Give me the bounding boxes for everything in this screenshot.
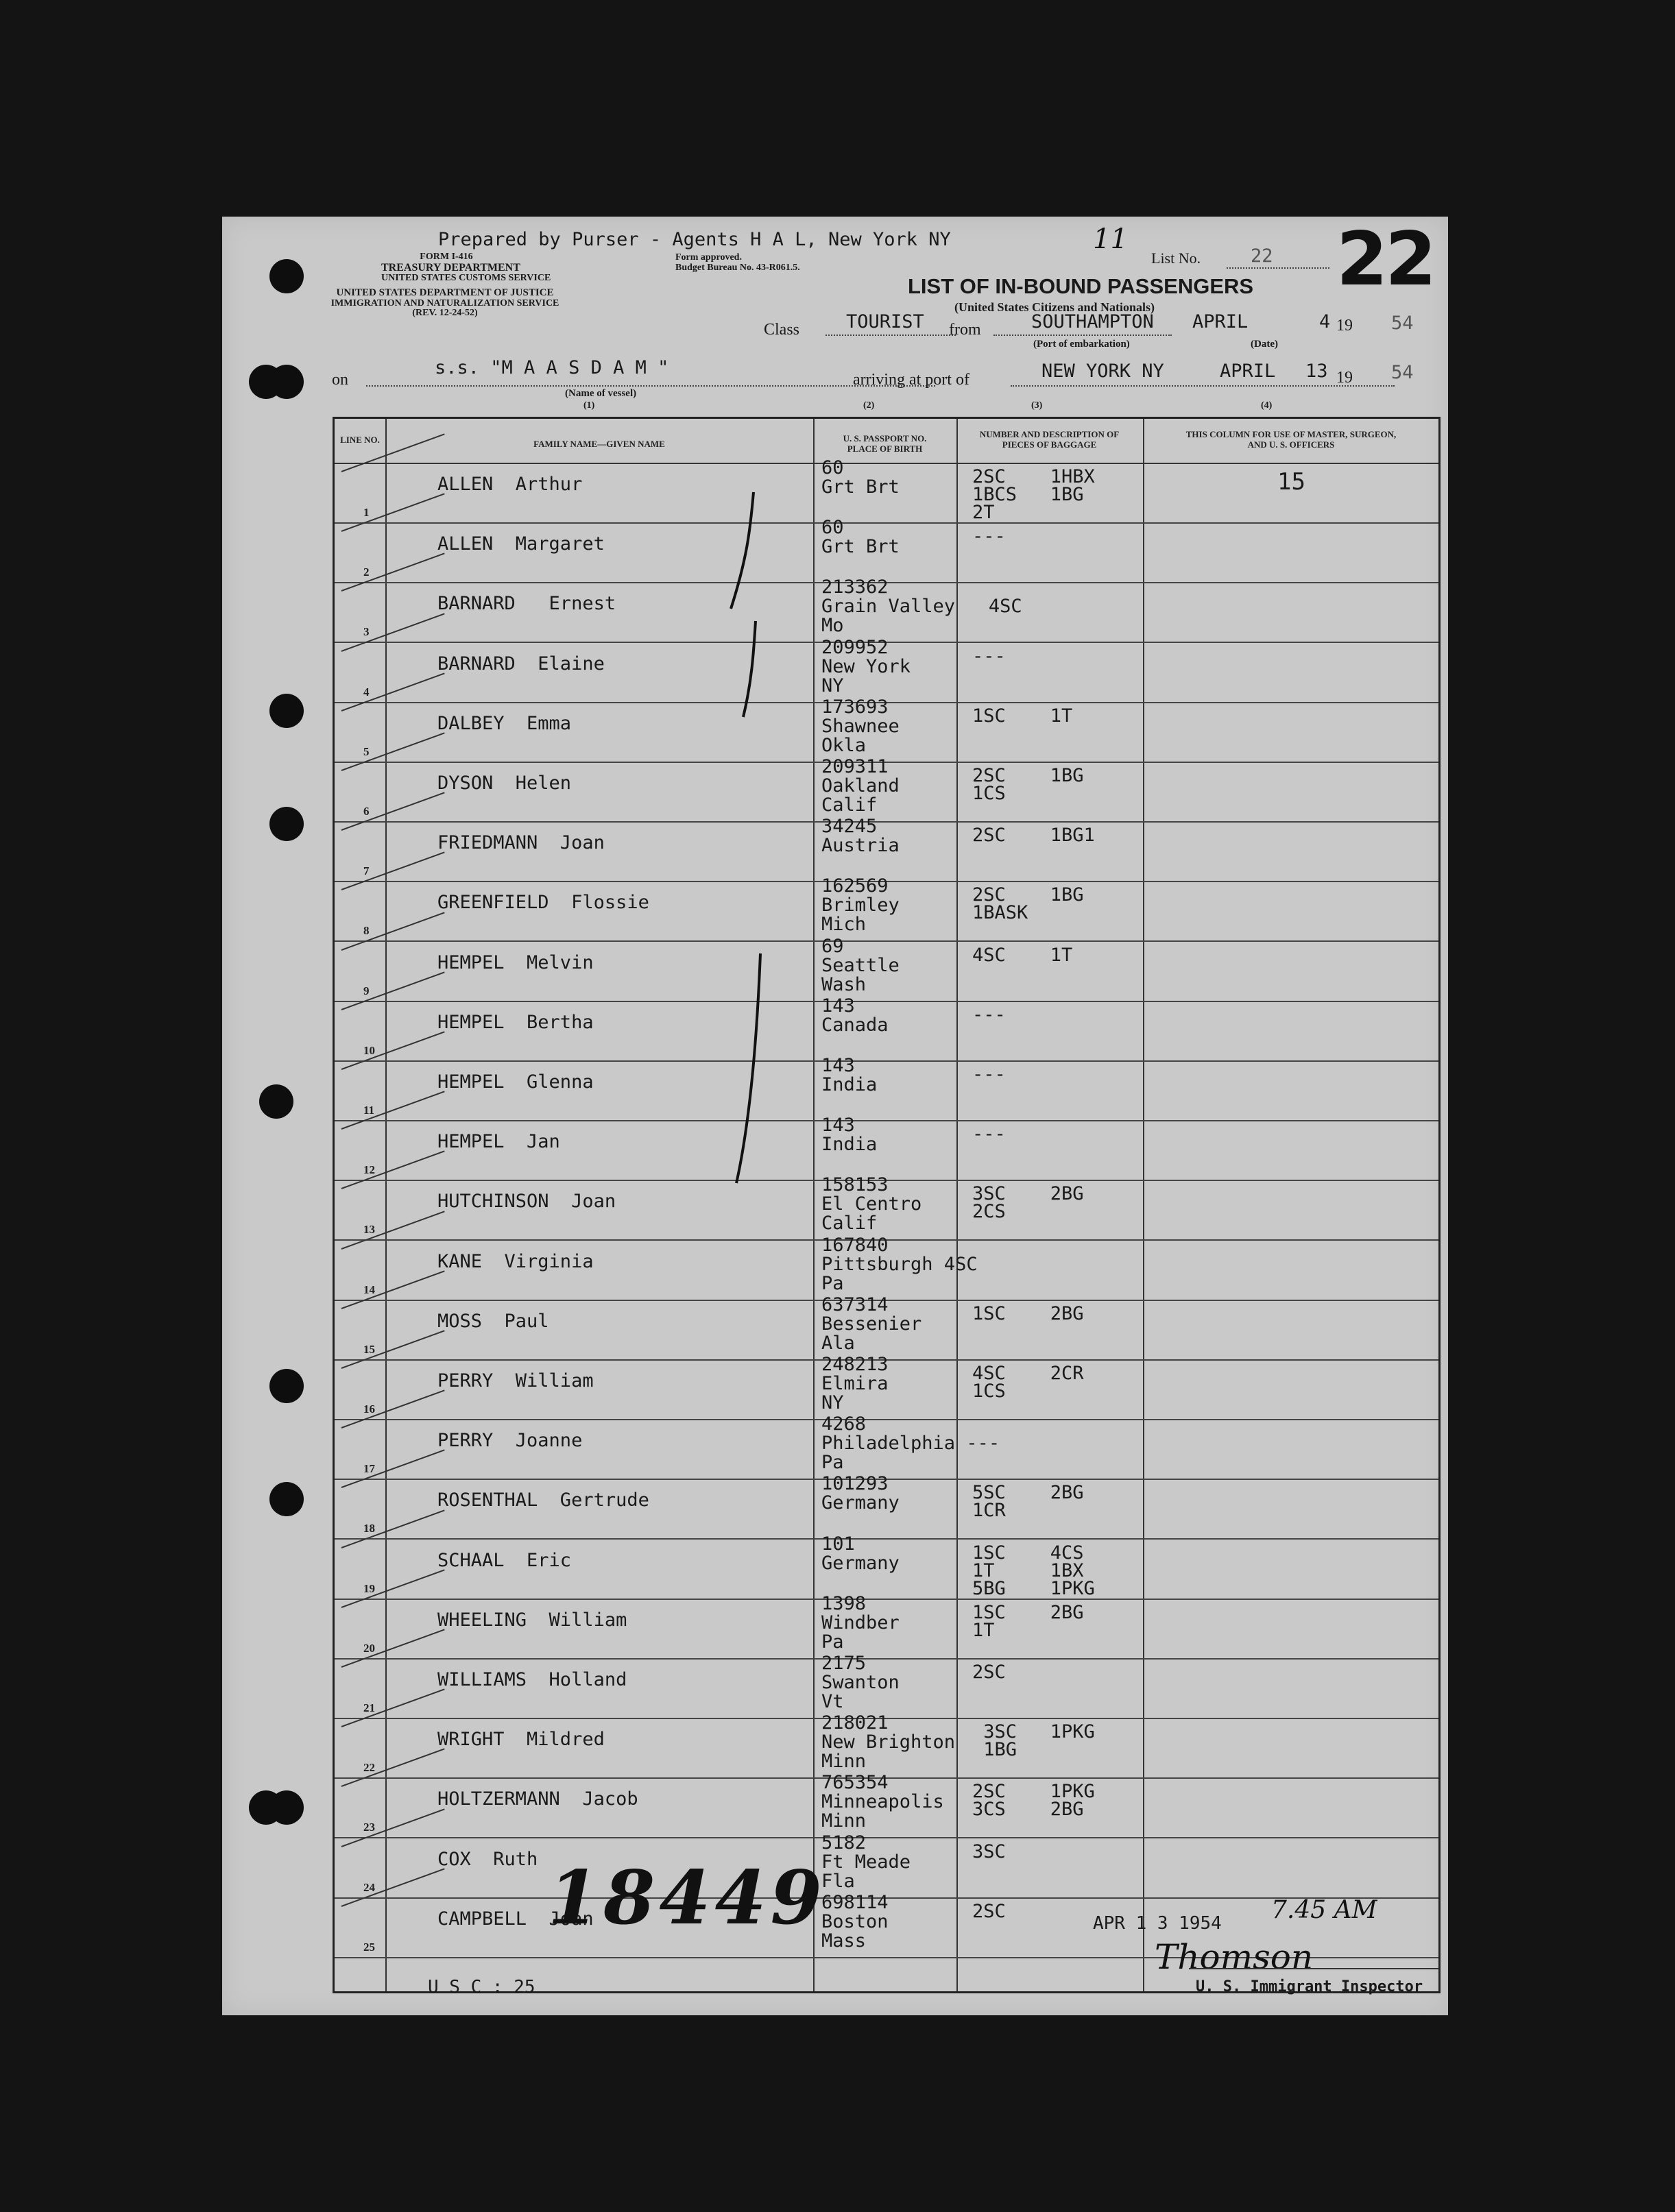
header-passport: U. S. PASSPORT NO. PLACE OF BIRTH (843, 433, 927, 454)
binder-hole (269, 694, 304, 728)
passenger-name: GREENFIELD Flossie (437, 892, 649, 914)
baggage-description: --- (972, 1064, 1006, 1085)
row-line-number: 14 (363, 1283, 375, 1296)
form-customs: UNITED STATES CUSTOMS SERVICE (381, 273, 551, 284)
row-line-number: 6 (363, 805, 370, 818)
baggage-description: 3SC (972, 1840, 1006, 1862)
passport-birthplace: 143 India (821, 1115, 878, 1156)
passport-birthplace: 167840 Pittsburgh 4SC Pa (821, 1234, 978, 1294)
arriving-label: arriving at port of (853, 371, 969, 389)
row-line-number: 20 (363, 1641, 375, 1655)
passenger-name: HEMPEL Bertha (437, 1011, 594, 1033)
passport-birthplace: 213362 Grain Valley 4SC Mo (821, 576, 1022, 637)
form-title: LIST OF IN-BOUND PASSENGERS (908, 274, 1254, 298)
arrival-day: 13 (1305, 361, 1328, 382)
handwritten-mark: 11 (1093, 223, 1128, 255)
form-treasury: TREASURY DEPARTMENT (381, 261, 520, 274)
stamp-date: APR 1 3 1954 (1093, 1913, 1222, 1934)
baggage-description: 2SC (972, 1662, 1006, 1683)
header-line-no: LINE NO. (340, 435, 380, 445)
row-line-number: 17 (363, 1462, 375, 1476)
passport-birthplace: 60 Grt Brt (821, 457, 900, 498)
from-year-suffix: 54 (1391, 313, 1414, 334)
baggage-description: 5SC 2BG 1CR (972, 1482, 1084, 1522)
passenger-name: MOSS Paul (437, 1310, 549, 1332)
binder-hole (269, 1369, 304, 1403)
passenger-name: DALBEY Emma (437, 712, 572, 734)
row-line-number: 19 (363, 1581, 375, 1595)
row-line-number: 16 (363, 1402, 375, 1415)
vessel-caption: (Name of vessel) (565, 388, 637, 399)
arrival-year-suffix: 54 (1391, 362, 1414, 383)
passport-birthplace: 34245 Austria (821, 816, 900, 857)
row-line-number: 25 (363, 1940, 375, 1954)
passenger-name: BARNARD Ernest (437, 593, 616, 615)
passenger-name: BARNARD Elaine (437, 653, 605, 674)
form-rev: (REV. 12-24-52) (412, 308, 478, 319)
date-caption: (Date) (1251, 339, 1278, 350)
vessel-name: s.s. "M A A S D A M " (435, 357, 669, 378)
passenger-name: CAMPBELL Joan (437, 1908, 594, 1930)
passport-birthplace: 143 Canada (821, 995, 889, 1036)
binder-hole (269, 1482, 304, 1516)
passenger-name: PERRY William (437, 1370, 594, 1391)
passport-birthplace: 1398 Windber Pa (821, 1592, 900, 1653)
form-justice: UNITED STATES DEPARTMENT OF JUSTICE (336, 287, 554, 298)
passenger-name: WILLIAMS Holland (437, 1669, 627, 1690)
budget-bureau-line: Budget Bureau No. 43-R061.5. (675, 263, 800, 274)
row-line-number: 4 (363, 685, 370, 698)
row-line-number: 15 (363, 1342, 375, 1356)
passenger-name: ALLEN Arthur (437, 474, 583, 495)
col1-caption: (1) (583, 400, 595, 411)
row-line-number: 3 (363, 625, 370, 639)
col4-caption: (4) (1261, 400, 1273, 411)
from-year-prefix: 19 (1336, 317, 1353, 335)
passport-birthplace: 4268 Philadelphia --- Pa (821, 1413, 1000, 1474)
passenger-name: ALLEN Margaret (437, 533, 605, 555)
form-approved-line: Form approved. (675, 252, 742, 263)
col2-caption: (2) (863, 400, 875, 411)
header-name: FAMILY NAME—GIVEN NAME (533, 439, 665, 449)
passport-birthplace: 698114 Boston Mass (821, 1891, 889, 1952)
binder-hole (269, 1790, 304, 1825)
from-label: from (949, 321, 981, 339)
baggage-description: --- (972, 645, 1006, 667)
passenger-name: FRIEDMANN Joan (437, 832, 605, 854)
baggage-description: 3SC 1PKG 1BG (983, 1721, 1095, 1761)
passport-birthplace: 218021 New Brighton Minn (821, 1712, 956, 1773)
passport-birthplace: 143 India (821, 1055, 878, 1095)
passport-birthplace: 69 Seattle Wash (821, 935, 900, 995)
handwritten-time: 7.45 AM (1271, 1896, 1377, 1924)
baggage-description: 1SC 1T (972, 705, 1073, 727)
passenger-name: HEMPEL Melvin (437, 951, 594, 973)
col3-caption: (3) (1031, 400, 1043, 411)
inspector-signature: Thomson (1155, 1937, 1314, 1977)
passport-birthplace: 101293 Germany (821, 1473, 900, 1514)
list-no-value: 22 (1251, 245, 1273, 267)
binder-hole (269, 259, 304, 293)
bracket-allen (731, 492, 754, 609)
manifest-page (222, 217, 1448, 2015)
big-list-number: 22 (1336, 217, 1434, 302)
passenger-name: ROSENTHAL Gertrude (437, 1490, 649, 1511)
baggage-description: 2SC 1BG 1CS (972, 765, 1084, 804)
passenger-name: SCHAAL Eric (437, 1549, 572, 1571)
passport-birthplace: 248213 Elmira NY (821, 1354, 889, 1413)
handwritten-total: 18449 (548, 1855, 826, 1941)
row-line-number: 21 (363, 1701, 375, 1714)
passenger-name: HUTCHINSON Joan (437, 1191, 616, 1213)
usc-footer: U S C : 25 (428, 1977, 535, 1997)
passenger-name: HOLTZERMANN Jacob (437, 1788, 638, 1810)
passenger-name: KANE Virginia (437, 1250, 594, 1272)
baggage-description: --- (972, 1123, 1006, 1145)
passport-birthplace: 209311 Oakland Calif (821, 756, 900, 816)
baggage-description: 2SC 1HBX 1BCS 1BG 2T (972, 466, 1095, 523)
passport-birthplace: 162569 Brimley Mich (821, 875, 900, 936)
class-label: Class (764, 321, 800, 339)
bracket-hempel (736, 953, 760, 1183)
row-line-number: 23 (363, 1821, 375, 1834)
baggage-description: 3SC 2BG 2CS (972, 1183, 1084, 1223)
passport-birthplace: 209952 New York NY (821, 636, 911, 696)
passenger-name: WRIGHT Mildred (437, 1729, 605, 1751)
binder-hole (259, 1084, 293, 1119)
baggage-description: 2SC (972, 1900, 1006, 1922)
baggage-description: 4SC 1T (972, 944, 1073, 966)
passport-birthplace: 637314 Bessenier Ala (821, 1293, 922, 1354)
row-line-number: 22 (363, 1761, 375, 1775)
passport-birthplace: 765354 Minneapolis Minn (821, 1772, 944, 1832)
baggage-description: 1SC 2BG 1T (972, 1601, 1084, 1641)
baggage-description: --- (972, 526, 1006, 548)
header-baggage: NUMBER AND DESCRIPTION OF PIECES OF BAGGAGE (979, 429, 1120, 450)
baggage-description: --- (972, 1004, 1006, 1025)
passenger-name: HEMPEL Glenna (437, 1071, 594, 1093)
row-line-number: 8 (363, 924, 370, 938)
form-number: FORM I-416 (420, 252, 473, 262)
row-line-number: 2 (363, 566, 370, 579)
arrival-year-prefix: 19 (1336, 369, 1353, 387)
baggage-description: 2SC 1BG 1BASK (972, 884, 1084, 924)
from-value: SOUTHAMPTON (1031, 311, 1154, 332)
baggage-description: 2SC 1BG1 (972, 825, 1095, 847)
from-month: APRIL (1192, 311, 1249, 332)
passport-birthplace: 101 Germany (821, 1533, 900, 1574)
baggage-description: 1SC 4CS 1T 1BX 5BG 1PKG (972, 1542, 1095, 1599)
passport-birthplace: 173693 Shawnee Okla (821, 696, 900, 756)
passenger-name: COX Ruth (437, 1848, 538, 1870)
passenger-name: WHEELING William (437, 1609, 627, 1631)
passport-birthplace: 158153 El Centro Calif (821, 1174, 922, 1235)
baggage-description: 2SC 1PKG 3CS 2BG (972, 1781, 1095, 1821)
row-line-number: 5 (363, 744, 370, 758)
row-line-number: 13 (363, 1223, 375, 1237)
passenger-name: PERRY Joanne (437, 1430, 583, 1452)
row-line-number: 7 (363, 864, 370, 878)
row-line-number: 10 (363, 1043, 375, 1057)
passport-birthplace: 5182 Ft Meade Fla (821, 1832, 911, 1892)
inspector-label: U. S. Immigrant Inspector (1196, 1978, 1423, 1995)
row-line-number: 9 (363, 984, 370, 997)
baggage-description: 1SC 2BG (972, 1302, 1084, 1324)
port-embark-caption: (Port of embarkation) (1033, 339, 1130, 350)
from-day: 4 (1319, 311, 1331, 332)
form-ins: IMMIGRATION AND NATURALIZATION SERVICE (330, 297, 559, 308)
passport-birthplace: 60 Grt Brt (821, 517, 900, 558)
row-line-number: 1 (363, 506, 370, 519)
class-value: TOURIST (846, 311, 924, 332)
row-line-number: 18 (363, 1522, 375, 1535)
bracket-barnard (743, 621, 756, 717)
prepared-by: Prepared by Purser - Agents H A L, New York NY (438, 229, 951, 250)
arrival-month: APRIL (1220, 361, 1276, 382)
binder-hole (269, 807, 304, 841)
row-line-number: 24 (363, 1880, 375, 1894)
row-line-number: 11 (363, 1104, 375, 1117)
officer-note: 15 (1277, 468, 1305, 496)
binder-hole (269, 365, 304, 399)
row-line-number: 12 (363, 1163, 375, 1177)
arrival-port: NEW YORK NY (1041, 361, 1164, 382)
list-no-label: List No. (1151, 250, 1201, 267)
form-subtitle: (United States Citizens and Nationals) (954, 300, 1155, 314)
passenger-name: DYSON Helen (437, 773, 572, 794)
on-label: on (332, 371, 348, 389)
passenger-name: HEMPEL Jan (437, 1131, 560, 1153)
handwritten-brackets (222, 217, 1448, 2015)
header-officers: THIS COLUMN FOR USE OF MASTER, SURGEON, AND U. S. OFFICERS (1185, 429, 1397, 450)
passport-birthplace: 2175 Swanton Vt (821, 1653, 900, 1712)
baggage-description: 4SC 2CR 1CS (972, 1363, 1084, 1402)
